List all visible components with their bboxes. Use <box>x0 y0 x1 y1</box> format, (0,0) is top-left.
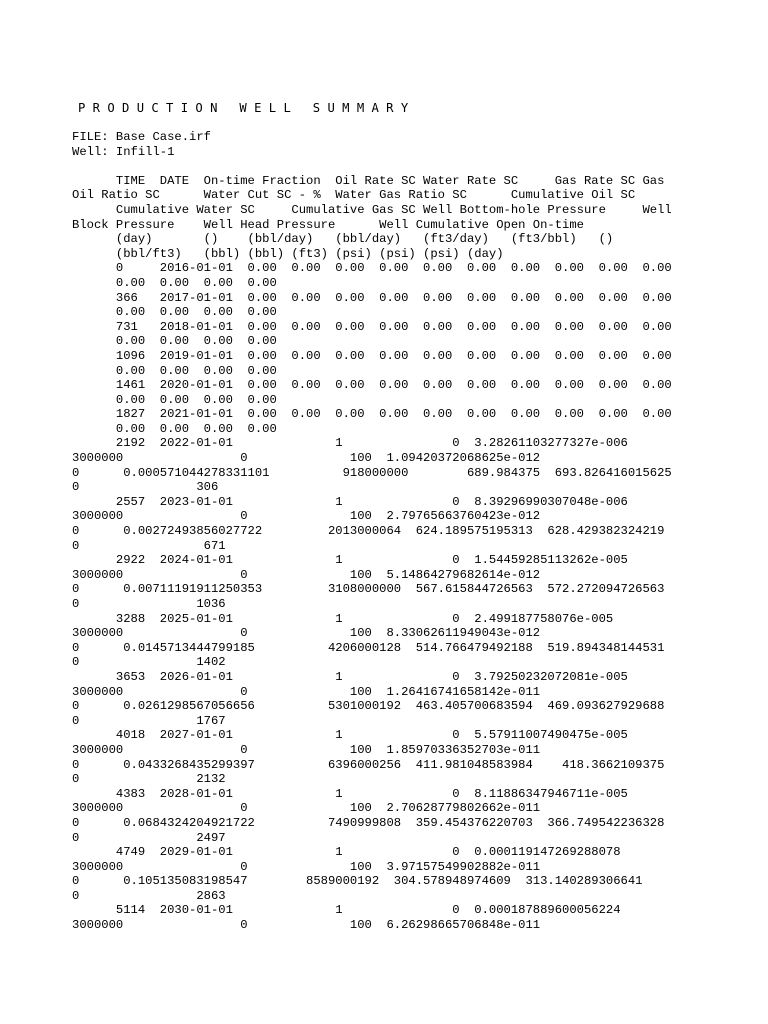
report-title: P R O D U C T I O N W E L L S U M M A R Y <box>78 101 409 115</box>
data-line: 0 0.00711191911250353 3108000000 567.615844726563 572.272094726563 <box>72 582 665 597</box>
data-line: 0 2132 <box>72 772 226 787</box>
data-line: 0 2497 <box>72 830 226 845</box>
data-line: 3000000 0 100 8.33062611949043e-012 <box>72 626 541 641</box>
data-line: 3000000 0 100 3.97157549902882e-011 <box>72 859 541 874</box>
data-line: 0 0.105135083198547 8589000192 304.578948974609 313.140289306641 <box>72 874 643 889</box>
header-line: (day) () (bbl/day) (bbl/day) (ft3/day) (ft3/bbl) () <box>72 232 614 247</box>
data-line: 1096 2019-01-01 0.00 0.00 0.00 0.00 0.00 0.00 0.00 0.00 0.00 0.00 <box>72 348 672 363</box>
data-line: 5114 2030-01-01 1 0 0.000187889600056224 <box>72 903 621 918</box>
header-line: (bbl/ft3) (bbl) (bbl) (ft3) (psi) (psi) (psi) (day) <box>72 246 504 261</box>
data-line: 0.00 0.00 0.00 0.00 <box>72 334 277 349</box>
data-line: 0 0.0261298567056656 5301000192 463.405700683594 469.093627929688 <box>72 699 665 714</box>
data-line: 4018 2027-01-01 1 0 5.57911007490475e-005 <box>72 728 628 743</box>
data-line: 0 0.0433268435299397 6396000256 411.981048583984 418.3662109375 <box>72 757 665 772</box>
data-line: 2192 2022-01-01 1 0 3.28261103277327e-006 <box>72 436 628 451</box>
data-line: 1827 2021-01-01 0.00 0.00 0.00 0.00 0.00 0.00 0.00 0.00 0.00 0.00 <box>72 407 672 422</box>
data-line: 0 306 <box>72 480 219 495</box>
data-line: 366 2017-01-01 0.00 0.00 0.00 0.00 0.00 0.00 0.00 0.00 0.00 0.00 <box>72 290 672 305</box>
data-line: 0 0.0684324204921722 7490999808 359.454376220703 366.749542236328 <box>72 815 665 830</box>
data-line: 3000000 0 100 1.85970336352703e-011 <box>72 742 541 757</box>
data-line: 4383 2028-01-01 1 0 8.11886347946711e-005 <box>72 786 628 801</box>
data-line: 0 0.000571044278331101 918000000 689.984375 693.826416015625 <box>72 465 672 480</box>
header-line: Oil Ratio SC Water Cut SC - % Water Gas Ratio SC Cumulative Oil SC <box>72 188 636 203</box>
well-line: Well: Infill-1 <box>72 144 175 159</box>
data-line: 0 1402 <box>72 655 226 670</box>
data-line: 3000000 0 100 1.09420372068625e-012 <box>72 451 541 466</box>
data-line: 3653 2026-01-01 1 0 3.79250232072081e-005 <box>72 669 628 684</box>
file-line: FILE: Base Case.irf <box>72 130 211 144</box>
data-line: 0.00 0.00 0.00 0.00 <box>72 305 277 320</box>
data-line: 4749 2029-01-01 1 0 0.000119147269288078 <box>72 845 621 860</box>
data-line: 2557 2023-01-01 1 0 8.39296990307048e-006 <box>72 494 628 509</box>
data-line: 0 2016-01-01 0.00 0.00 0.00 0.00 0.00 0.00 0.00 0.00 0.00 0.00 <box>72 261 672 276</box>
data-line: 0 1767 <box>72 713 226 728</box>
data-line: 731 2018-01-01 0.00 0.00 0.00 0.00 0.00 0.00 0.00 0.00 0.00 0.00 <box>72 319 672 334</box>
data-block <box>72 261 672 932</box>
data-line: 0.00 0.00 0.00 0.00 <box>72 421 277 436</box>
data-line: 0.00 0.00 0.00 0.00 <box>72 275 277 290</box>
data-line: 3288 2025-01-01 1 0 2.499187758076e-005 <box>72 611 614 626</box>
data-line: 0 0.00272493856027722 2013000064 624.189575195313 628.429382324219 <box>72 524 665 539</box>
data-line: 0 0.0145713444799185 4206000128 514.766479492188 519.894348144531 <box>72 640 665 655</box>
header-line: Cumulative Water SC Cumulative Gas SC Well Bottom-hole Pressure Well <box>72 202 672 217</box>
data-line: 2922 2024-01-01 1 0 1.54459285113262e-005 <box>72 553 628 568</box>
column-header-block <box>72 174 672 261</box>
data-line: 3000000 0 100 2.70628779802662e-011 <box>72 801 541 816</box>
header-line: Block Pressure Well Head Pressure Well Cumulative Open On-time <box>72 217 584 232</box>
data-line: 3000000 0 100 1.26416741658142e-011 <box>72 684 541 699</box>
data-line: 0 671 <box>72 538 226 553</box>
data-line: 1461 2020-01-01 0.00 0.00 0.00 0.00 0.00 0.00 0.00 0.00 0.00 0.00 <box>72 378 672 393</box>
data-line: 3000000 0 100 6.26298665706848e-011 <box>72 918 541 933</box>
data-line: 0 1036 <box>72 597 226 611</box>
data-line: 3000000 0 100 5.14864279682614e-012 <box>72 567 541 582</box>
header-line: TIME DATE On-time Fraction Oil Rate SC Water Rate SC Gas Rate SC Gas <box>72 173 665 188</box>
report-body <box>72 130 672 933</box>
data-line: 0 2863 <box>72 888 226 903</box>
data-line: 0.00 0.00 0.00 0.00 <box>72 363 277 378</box>
data-line: 3000000 0 100 2.79765663760423e-012 <box>72 509 541 524</box>
data-line: 0.00 0.00 0.00 0.00 <box>72 392 277 407</box>
